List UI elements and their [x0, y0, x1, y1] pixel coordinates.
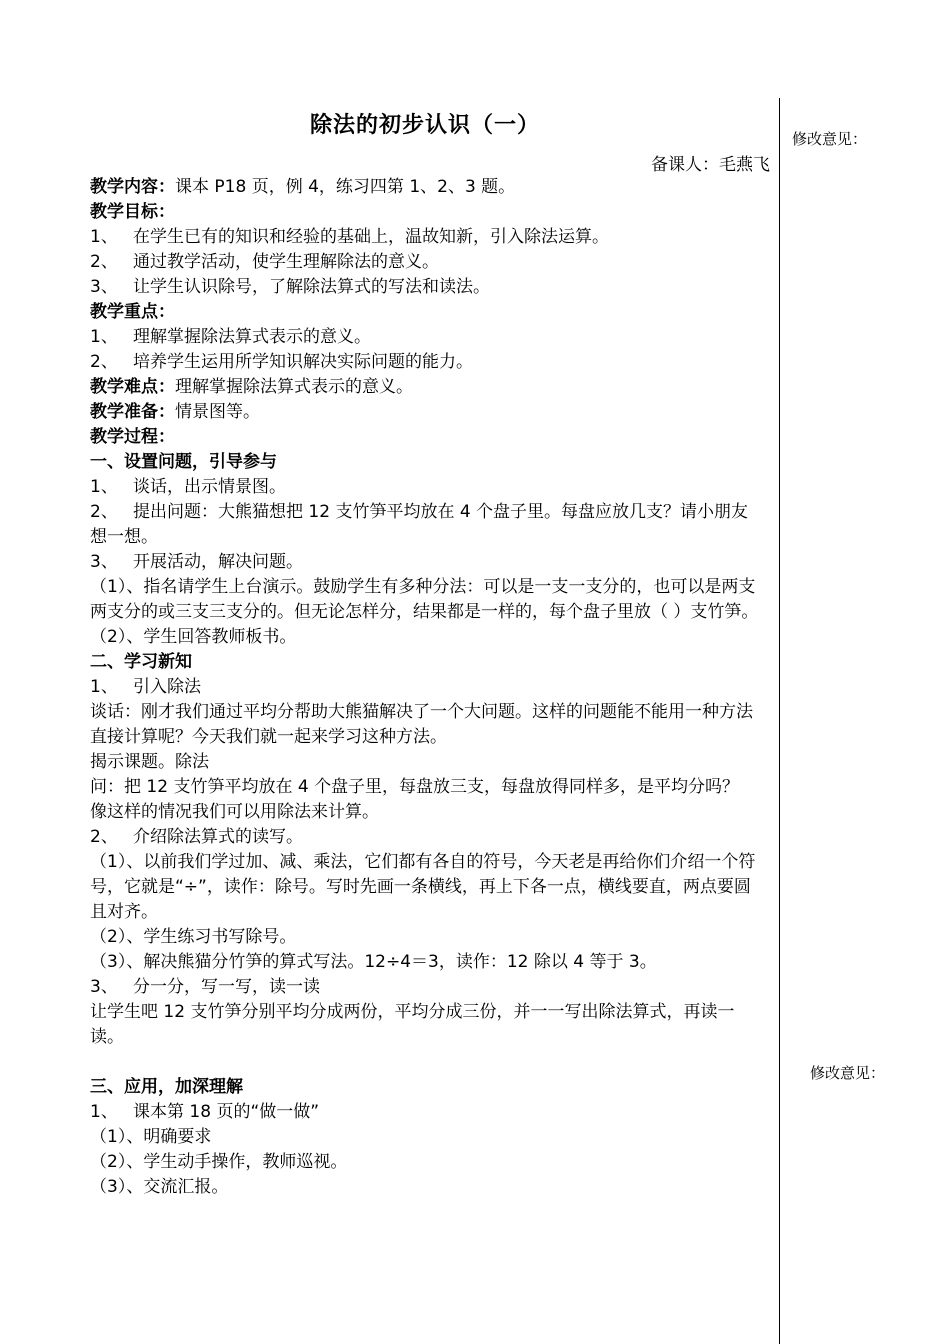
item-number: 1、: [90, 227, 118, 247]
blank-line: [90, 1050, 765, 1075]
section-line: [90, 400, 765, 425]
paragraph: 让学生吧 12 支竹笋分别平均分成两份，平均分成三份，并一一写出除法算式，再读一读。: [90, 1002, 735, 1047]
item-text: 通过教学活动，使学生理解除法的意义。: [133, 252, 439, 272]
section-line: [90, 450, 765, 475]
paragraph: （3）、交流汇报。: [90, 1177, 229, 1197]
paragraph: （1）、明确要求: [90, 1127, 212, 1147]
numbered-item: [90, 350, 765, 375]
paragraph: （2）、学生回答教师板书。: [90, 627, 297, 647]
item-number: 3、: [90, 552, 118, 572]
paragraph: （2）、学生练习书写除号。: [90, 927, 297, 947]
section-text: 课本 P18 页，例 4，练习四第 1、2、3 题。: [175, 177, 516, 197]
item-text: 让学生认识除号，了解除法算式的写法和读法。: [133, 277, 490, 297]
section-label: 一、设置问题，引导参与: [90, 452, 277, 472]
numbered-item: [90, 675, 765, 700]
item-text: 在学生已有的知识和经验的基础上，温故知新，引入除法运算。: [133, 227, 609, 247]
section-label: 三、应用，加深理解: [90, 1077, 243, 1097]
paragraph: 问：把 12 支竹笋平均放在 4 个盘子里，每盘放三支，每盘放得同样多，是平均分吗？: [90, 777, 740, 797]
section-line: [90, 650, 765, 675]
item-number: 2、: [90, 827, 118, 847]
paragraph: （1）、指名请学生上台演示。鼓励学生有多种分法：可以是一支一支分的，也可以是两支两支分的或三支三支分的。但无论怎样分，结果都是一样的，每个盘子里放（ ）支竹笋。: [90, 577, 759, 622]
section-label: 教学重点：: [90, 302, 175, 322]
item-number: 1、: [90, 677, 118, 697]
item-number: 3、: [90, 977, 118, 997]
section-label: 教学难点：: [90, 377, 175, 397]
item-text: 理解掌握除法算式表示的意义。: [133, 327, 371, 347]
numbered-item: [90, 275, 765, 300]
section-label: 二、学习新知: [90, 652, 192, 672]
item-text: 引入除法: [133, 677, 201, 697]
section-line: [90, 200, 765, 225]
item-number: 2、: [90, 252, 118, 272]
item-number: 1、: [90, 1102, 118, 1122]
preparer-line: 备课人：毛燕飞: [651, 155, 770, 175]
section-text: 理解掌握除法算式表示的意义。: [175, 377, 413, 397]
paragraph: 谈话：刚才我们通过平均分帮助大熊猫解决了一个大问题。这样的问题能不能用一种方法直接计算呢？今天我们就一起来学习这种方法。: [90, 702, 753, 747]
item-number: 2、: [90, 352, 118, 372]
item-text: 谈话，出示情景图。: [133, 477, 286, 497]
item-text: 分一分，写一写，读一读: [133, 977, 320, 997]
item-text: 课本第 18 页的“做一做”: [133, 1102, 320, 1122]
numbered-item: [90, 550, 765, 575]
item-number: 1、: [90, 327, 118, 347]
section-line: [90, 375, 765, 400]
lesson-plan-body: [90, 175, 765, 1200]
item-text: 提出问题：大熊猫想把 12 支竹笋平均放在 4 个盘子里。每盘应放几支？请小朋友想一想。: [90, 502, 749, 547]
section-label: 教学目标：: [90, 202, 175, 222]
numbered-item: [90, 975, 765, 1000]
item-text: 开展活动，解决问题。: [133, 552, 303, 572]
document-title: 除法的初步认识（一）: [309, 113, 540, 138]
numbered-item: [90, 225, 765, 250]
item-text: 培养学生运用所学知识解决实际问题的能力。: [133, 352, 473, 372]
section-label: 教学准备：: [90, 402, 175, 422]
revision-note-label: 修改意见：: [792, 130, 868, 148]
section-line: [90, 1075, 765, 1100]
section-line: [90, 425, 765, 450]
section-line: [90, 175, 765, 200]
numbered-item: [90, 825, 765, 850]
item-number: 2、: [90, 502, 118, 522]
section-line: [90, 300, 765, 325]
item-text: 介绍除法算式的读写。: [133, 827, 303, 847]
paragraph: （1）、以前我们学过加、减、乘法，它们都有各自的符号，今天老是再给你们介绍一个符号，它就是“÷”，读作：除号。写时先画一条横线，再上下各一点，横线要直，两点要圆且对齐。: [90, 852, 756, 922]
section-text: 情景图等。: [175, 402, 260, 422]
item-number: 1、: [90, 477, 118, 497]
paragraph: 像这样的情况我们可以用除法来计算。: [90, 802, 379, 822]
paragraph: （3）、解决熊猫分竹笋的算式写法。12÷4＝3，读作：12 除以 4 等于 3。: [90, 952, 657, 972]
section-label: 教学内容：: [90, 177, 175, 197]
numbered-item: [90, 250, 765, 275]
numbered-item: [90, 1100, 765, 1125]
numbered-item: [90, 475, 765, 500]
numbered-item: [90, 500, 765, 550]
margin-divider-line: [779, 98, 780, 1344]
section-label: 教学过程：: [90, 427, 175, 447]
item-number: 3、: [90, 277, 118, 297]
paragraph: （2）、学生动手操作，教师巡视。: [90, 1152, 348, 1172]
paragraph: 揭示课题。除法: [90, 752, 209, 772]
revision-note-label: 修改意见：: [810, 1064, 886, 1082]
numbered-item: [90, 325, 765, 350]
